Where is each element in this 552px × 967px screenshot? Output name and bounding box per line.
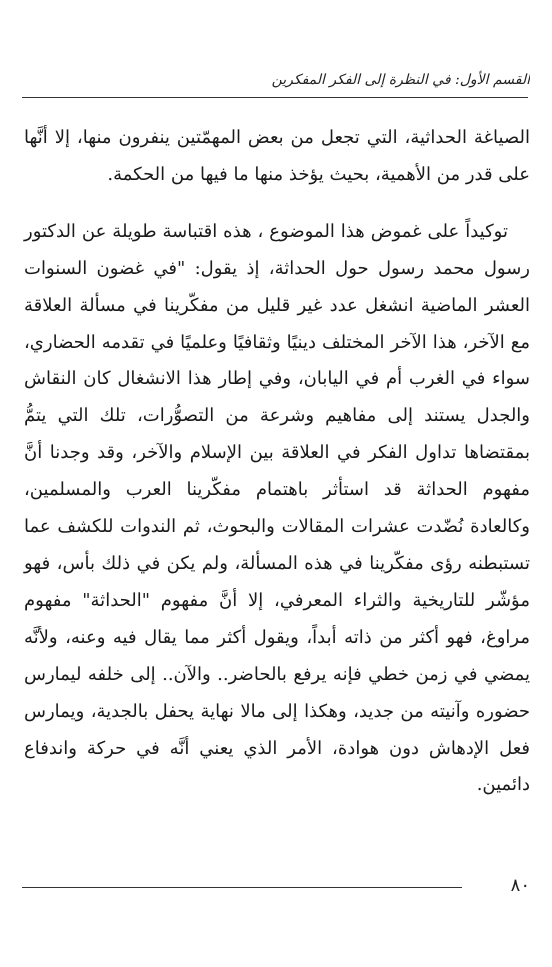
footer-rule	[22, 887, 462, 888]
paragraph-2: توكيداً على غموض هذا الموضوع ، هذه اقتباسة طويلة عن الدكتور رسول محمد رسول حول الحداثة، إذ يقول: "في غضون السنوات العشر الماضية انشغل عدد غير قليل من مفكّرينا في مسألة العلاقة مع الآخر، هذا الآخر المختلف دينيًا وثقافيًا وعلميًا في تقدمه الحضاري، سواء في الغرب أم في اليابان، وفي إطار هذا الانشغال كان النقاش والجدل يستند إلى مفاهيم وشرعة من التصوُّرات، تلك التي يتمُّ بمقتضاها تداول الفكر في العلاقة بين الإسلام والآخر، وقد وجدنا أنَّ مفهوم الحداثة قد استأثر باهتمام مفكّرينا العرب والمسلمين، وكالعادة نُضّدت عشرات المقالات والبحوث، ثم الندوات للكشف عما تستبطنه رؤى مفكّرينا في هذه المسألة، ولم يكن في ذلك بأس، فهو مؤشّر للتاريخية والثراء المعرفي، إلا أنَّ مفهوم "الحداثة" مفهوم مراوغ، فهو أكثر من ذاته أبداً، ويقول أكثر مما يقال فيه وعنه، ولأنَّه يمضي في زمن خطي فإنه يرفع بالحاضر.. والآن.. إلى خلفه ليمارس حضوره وآنيته من جديد، وهكذا إلى مالا نهاية يحفل بالجدية، ويمارس فعل الإدهاش دون هوادة، الأمر الذي يعني أنَّه في حركة واندفاع دائمين.	[24, 220, 530, 796]
page-number: ٨٠	[510, 875, 530, 896]
running-head: القسم الأول: في النظرة إلى الفكر المفكرين	[271, 72, 530, 88]
body-text	[24, 120, 530, 804]
paragraph-1: الصياغة الحداثية، التي تجعل من بعض المهمّتين ينفرون منها، إلا أنَّها على قدر من الأهمية، بحيث يؤخذ منها ما فيها من الحكمة.	[24, 127, 530, 185]
header-rule	[22, 97, 528, 98]
